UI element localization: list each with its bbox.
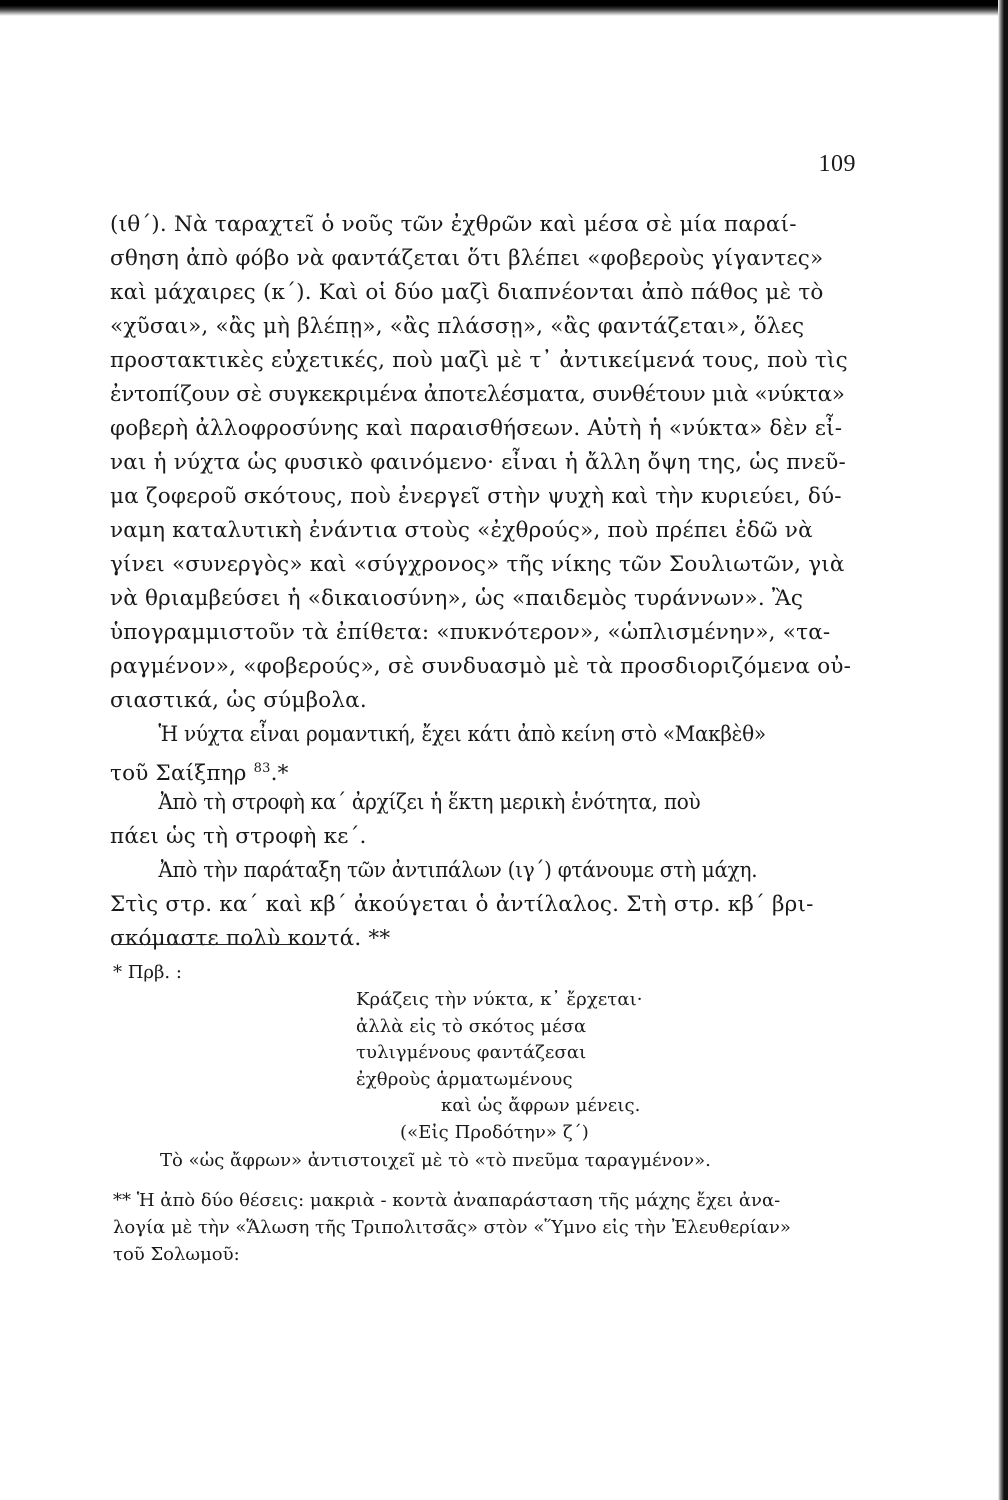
text-line: ραγμένον», «φοβερούς», σὲ συνδυασμὸ μὲ τὰ προσδιοριζόμενα οὐ- (110, 654, 852, 679)
text-line: ὑπογραμμιστοῦν τὰ ἐπίθετα: «πυκνότερον», «ὡπλισμένην», «τα- (110, 620, 831, 645)
text-line: ναμη καταλυτικὴ ἐνάντια στοὺς «ἐχθρούς», ποὺ πρέπει ἐδῶ νὰ (110, 518, 813, 543)
text-line: προστακτικὲς εὐχετικές, ποὺ μαζὶ μὲ τ᾿ ἀντικείμενά τους, ποὺ τὶς (110, 348, 848, 373)
page-number: 109 (818, 151, 856, 177)
poem-line: ἐχθροὺς ἁρματωμένους (356, 1068, 573, 1090)
footnote-1-label: * Πρβ. : (113, 962, 182, 983)
text-line: καὶ μάχαιρες (κ΄). Καὶ οἱ δύο μαζὶ διαπνέονται ἀπὸ πάθος μὲ τὸ (110, 280, 824, 305)
footnote-2 (113, 1187, 855, 1268)
text-line: ἐντοπίζουν σὲ συγκεκριμένα ἀποτελέσματα, συνθέτουν μιὰ «νύκτα» (110, 382, 845, 407)
footnote-1-comment: Τὸ «ὡς ἄφρων» ἀντιστοιχεῖ μὲ τὸ «τὸ πνεῦμα ταραγμένον». (160, 1150, 711, 1171)
poem-line: καὶ ὡς ἄφρων μένεις. (441, 1095, 641, 1116)
text-line: «χῦσαι», «ἂς μὴ βλέπῃ», «ἂς πλάσσῃ», «ἂς φαντάζεται», ὅλες (110, 314, 805, 339)
footnote-1-poem (356, 987, 643, 1146)
footnote-divider (113, 944, 325, 945)
paragraph-4-line: Στὶς στρ. κα΄ καὶ κβ΄ ἀκούγεται ὁ ἀντίλαλος. Στὴ στρ. κβ΄ βρι- (110, 892, 814, 917)
paragraph-2-text: τοῦ Σαίξπηρ (110, 761, 254, 786)
text-line: (ιθ΄). Νὰ ταραχτεῖ ὁ νοῦς τῶν ἐχθρῶν καὶ μέσα σὲ μία παραί- (110, 212, 797, 237)
footnote-reference: 83 (253, 761, 271, 776)
text-line: φοβερὴ ἀλλοφροσύνης καὶ παραισθήσεων. Αὐτὴ ἡ «νύκτα» δὲν εἶ- (110, 416, 843, 441)
poem-line: τυλιγμένους φαντάζεσαι (356, 1042, 587, 1063)
paragraph-4-line: Ἀπὸ τὴν παράταξη τῶν ἀντιπάλων (ιγ΄) φτάνουμε στὴ μάχη. (158, 858, 758, 883)
paragraph-2-line (110, 752, 855, 786)
poem-line: ἀλλὰ εἰς τὸ σκότος μέσα (356, 1015, 587, 1037)
text-line: γίνει «συνεργὸς» καὶ «σύγχρονος» τῆς νίκης τῶν Σουλιωτῶν, γιὰ (110, 552, 845, 577)
text-line: ναι ἡ νύχτα ὡς φυσικὸ φαινόμενο· εἶναι ἡ ἄλλη ὄψη της, ὡς πνεῦ- (110, 450, 846, 475)
footnote-marker: .* (270, 761, 289, 786)
paragraph-2-line: Ἡ νύχτα εἶναι ρομαντική, ἔχει κάτι ἀπὸ κείνη στὸ «Μακβὲθ» (158, 722, 766, 747)
poem-source: («Εἰς Προδότην» ζ΄) (400, 1121, 589, 1143)
text-line: σιαστικά, ὡς σύμβολα. (110, 688, 367, 713)
footnote-2-line: τοῦ Σολωμοῦ: (113, 1244, 240, 1265)
poem-line: Κράζεις τὴν νύκτα, κ᾿ ἔρχεται· (356, 989, 643, 1010)
main-text (110, 208, 855, 956)
footnote-2-line: ** Ἡ ἀπὸ δύο θέσεις: μακριὰ - κοντὰ ἀναπαράσταση τῆς μάχης ἔχει ἀνα- (113, 1190, 781, 1211)
text-line: σθηση ἀπὸ φόβο νὰ φαντάζεται ὅτι βλέπει «φοβεροὺς γίγαντες» (110, 246, 824, 271)
text-line: νὰ θριαμβεύσει ἡ «δικαιοσύνη», ὡς «παιδεμὸς τυράννων». Ἂς (110, 586, 804, 611)
paragraph-3-line: Ἀπὸ τὴ στροφὴ κα΄ ἀρχίζει ἡ ἕκτη μερικὴ ἑνότητα, ποὺ (158, 790, 701, 815)
paragraph-3-line: πάει ὡς τὴ στροφὴ κε΄. (110, 824, 367, 849)
paragraph-4-line: σκόμαστε πολὺ κοντά. ** (110, 926, 391, 951)
text-line: μα ζοφεροῦ σκότους, ποὺ ἐνεργεῖ στὴν ψυχὴ καὶ τὴν κυριεύει, δύ- (110, 484, 842, 509)
footnote-2-line: λογία μὲ τὴν «Ἅλωση τῆς Τριπολιτσᾶς» στὸν «Ὕμνο εἰς τὴν Ἐλευθερίαν» (113, 1217, 791, 1238)
